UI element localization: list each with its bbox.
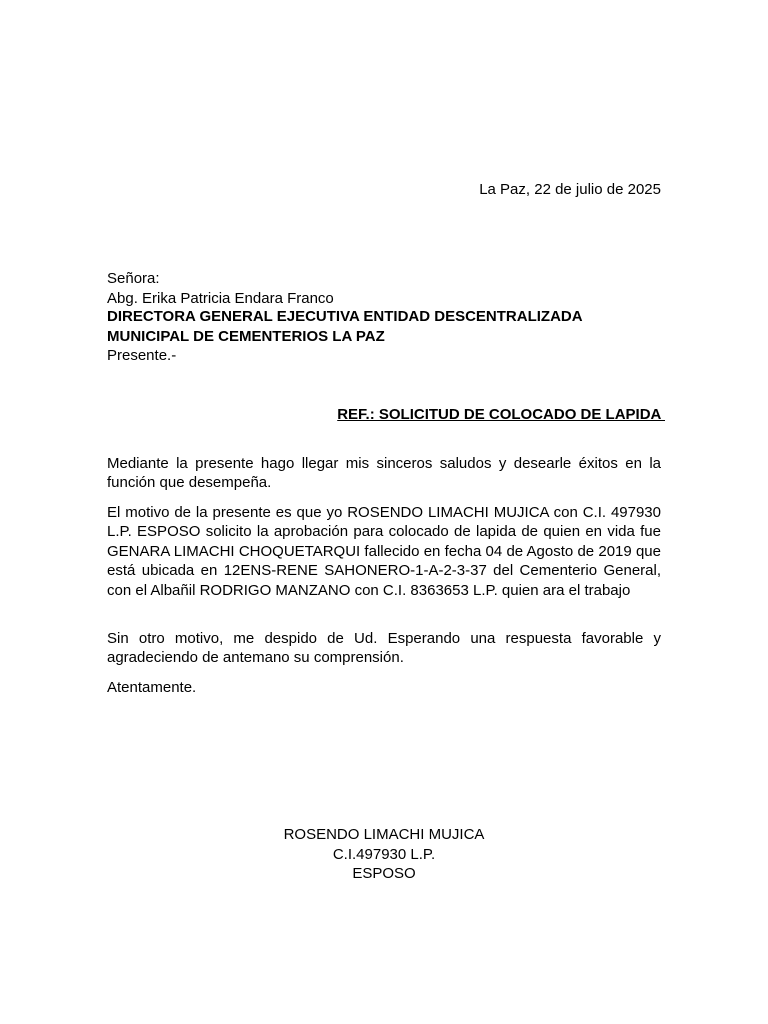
salutation: Señora: [107, 270, 160, 287]
recipient-name: Abg. Erika Patricia Endara Franco [107, 290, 334, 307]
paragraph-farewell: Sin otro motivo, me despido de Ud. Esperando una respuesta favorable y agradeciendo de antemano su comprensión. [107, 630, 661, 667]
signature-id: C.I.497930 L.P. [332, 846, 436, 863]
signature-role: ESPOSO [352, 865, 416, 882]
reference-text: REF.: SOLICITUD DE COLOCADO DE LAPIDA [337, 406, 665, 423]
paragraph-greeting: Mediante la presente hago llegar mis sinceros saludos y desearle éxitos en la función que desempeña. [107, 455, 661, 492]
paragraph-request: El motivo de la presente es que yo ROSENDO LIMACHI MUJICA con C.I. 497930 L.P. ESPOSO solicito la aprobación para colocado de lapida de quien en vida fue GENARA LIMACHI CHOQUETARQUI fallecido en fecha 04 de Agosto de 2019 que está ubicada en 12ENS-RENE SAHONERO-1-A-2-3-37 del Cementerio General, con el Albañil RODRIGO MANZANO con C.I. 8363653 L.P. quien ara el trabajo [107, 504, 661, 599]
recipient-title-line2: MUNICIPAL DE CEMENTERIOS LA PAZ [107, 328, 385, 345]
closing: Atentamente. [107, 679, 197, 696]
presente-line: Presente.- [107, 347, 177, 364]
reference-line [107, 405, 665, 424]
date-line: La Paz, 22 de julio de 2025 [479, 181, 661, 198]
signature-name: ROSENDO LIMACHI MUJICA [283, 826, 485, 843]
recipient-title-line1: DIRECTORA GENERAL EJECUTIVA ENTIDAD DESCENTRALIZADA [107, 308, 583, 325]
